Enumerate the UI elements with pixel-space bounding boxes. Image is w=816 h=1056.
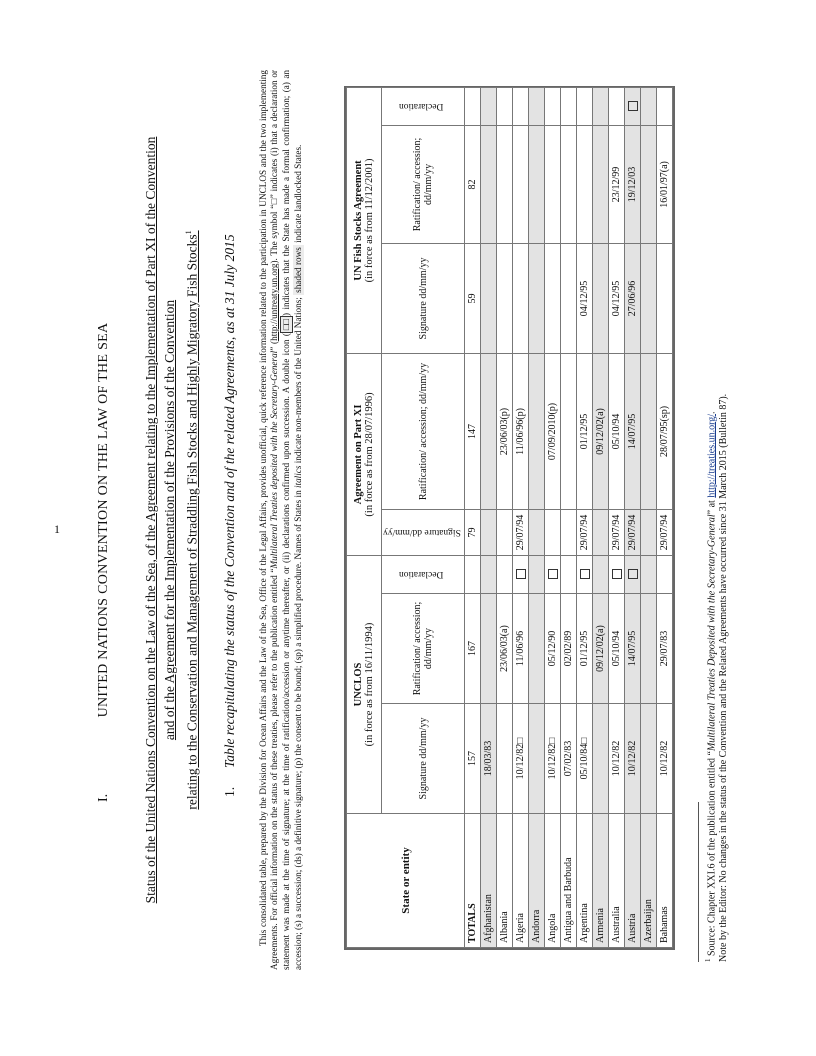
intro-italic-title: Multilateral Treaties deposited with the Secretary-General bbox=[269, 350, 279, 569]
unclos-declaration-cell bbox=[593, 555, 609, 593]
fish-signature-cell bbox=[561, 243, 577, 353]
part-xi-signature-cell bbox=[481, 509, 497, 555]
part-xi-signature-cell bbox=[561, 509, 577, 555]
part-xi-ratification-cell: 09/12/02(a) bbox=[593, 353, 609, 509]
fish-ratification-cell bbox=[561, 125, 577, 243]
rotated-page-content bbox=[50, 30, 780, 1010]
fish-signature-cell bbox=[529, 243, 545, 353]
footnote-1-mid: ” at bbox=[706, 497, 718, 515]
state-name-cell: Austria bbox=[625, 814, 641, 948]
fish-signature-cell bbox=[545, 243, 561, 353]
declaration-box-icon bbox=[580, 569, 590, 579]
table-row bbox=[609, 87, 625, 947]
fish-ratification-cell bbox=[497, 125, 513, 243]
intro-text-1: This consolidated table, prepared by the Division for Ocean Affairs and the Law of the Sea, Office of the Legal Affairs, provides unofficial, quick reference information related to the participation in UNCLOS and the two implementing Agreements. For official information on the status of these treaties, please refer to the publication entitled “ bbox=[258, 70, 279, 970]
status-table-frame bbox=[344, 86, 675, 950]
table-row bbox=[529, 87, 545, 947]
unclos-declaration-cell bbox=[529, 555, 545, 593]
unclos-declaration-cell bbox=[513, 555, 529, 593]
fish-declaration-cell bbox=[561, 87, 577, 125]
table-row bbox=[657, 87, 673, 947]
unclos-declaration-cell bbox=[625, 555, 641, 593]
part-xi-signature-cell bbox=[545, 509, 561, 555]
state-name-cell: Antigua and Barbuda bbox=[561, 814, 577, 948]
fish-declaration-cell bbox=[545, 87, 561, 125]
fish-ratification-cell bbox=[641, 125, 657, 243]
fish-declaration-cell bbox=[513, 87, 529, 125]
section-title: Table recapitulating the status of the Convention and of the related Agreements, as at 31 July 2015 bbox=[222, 234, 237, 768]
part-xi-signature-cell: 29/07/94 bbox=[513, 509, 529, 555]
state-name-cell: Albania bbox=[497, 814, 513, 948]
part-xi-signature-cell bbox=[529, 509, 545, 555]
fish-ratification-cell: 19/12/03 bbox=[625, 125, 641, 243]
unclos-ratification-cell: 14/07/95 bbox=[625, 594, 641, 704]
header-fish-ratification: Ratification/ accession; dd/mm/yy bbox=[382, 125, 465, 243]
part-xi-signature-cell: 29/07/94 bbox=[609, 509, 625, 555]
fish-declaration-cell bbox=[497, 87, 513, 125]
part-xi-ratification-cell bbox=[529, 353, 545, 509]
fish-signature-cell bbox=[497, 243, 513, 353]
fish-declaration-cell bbox=[657, 87, 673, 125]
table-row bbox=[625, 87, 641, 947]
declaration-box-icon bbox=[628, 569, 638, 579]
subtitle-line-2: and of the Agreement for the Implementation of the Provisions of the Convention bbox=[162, 299, 177, 741]
intro-text-6: indicate landlocked States. bbox=[293, 144, 303, 246]
header-part-xi-title: Agreement on Part XI bbox=[353, 404, 364, 505]
table-row bbox=[545, 87, 561, 947]
fish-declaration-cell bbox=[593, 87, 609, 125]
fish-declaration-cell bbox=[641, 87, 657, 125]
fish-signature-cell bbox=[657, 243, 673, 353]
unclos-ratification-cell bbox=[481, 594, 497, 704]
intro-text-3: ). The symbol “□” indicates (i) that a declaration or statement was made at the time of signature; at the time of ratification/accession or anytime thereafter, or (ii) declarations confirmed upon succession. A double icon ( bbox=[269, 70, 291, 970]
header-number: I. bbox=[96, 793, 111, 802]
header-unclos-ratification: Ratification/ accession; dd/mm/yy bbox=[382, 594, 465, 704]
intro-paragraph bbox=[258, 70, 304, 970]
fish-ratification-cell bbox=[593, 125, 609, 243]
unclos-declaration-cell bbox=[609, 555, 625, 593]
fish-ratification-cell: 16/01/97(a) bbox=[657, 125, 673, 243]
unclos-signature-cell: 10/12/82 bbox=[609, 704, 625, 814]
unclos-signature-cell: 10/12/82 bbox=[625, 704, 641, 814]
unclos-signature-cell: 10/12/82□ bbox=[513, 704, 529, 814]
fish-signature-cell bbox=[593, 243, 609, 353]
declaration-box-icon bbox=[516, 569, 526, 579]
totals-label: TOTALS bbox=[465, 814, 481, 948]
header-fish-declaration-text: Declaration bbox=[399, 101, 444, 112]
totals-row bbox=[465, 87, 481, 947]
unclos-declaration-cell bbox=[497, 555, 513, 593]
header-part-xi-force: (in force as from 28/07/1996) bbox=[364, 392, 375, 517]
table-row bbox=[481, 87, 497, 947]
state-name-cell: Afghanistan bbox=[481, 814, 497, 948]
state-name-cell: Australia bbox=[609, 814, 625, 948]
table-row bbox=[593, 87, 609, 947]
intro-text-4: ) indicates that the State has made a formal confirmation; (a) an accession; (s) a succession; (ds) a definitive signature; (p) the consent to be bound; (sp) a simplified procedure. Names of States in bbox=[281, 70, 303, 970]
unclos-signature-cell: 10/12/82□ bbox=[545, 704, 561, 814]
totals-fish-signature: 59 bbox=[465, 243, 481, 353]
header-part-xi-ratification: Ratification/ accession; dd/mm/yy bbox=[382, 353, 465, 509]
footnote-1-end: . bbox=[706, 411, 718, 414]
unclos-ratification-cell: 11/06/96 bbox=[513, 594, 529, 704]
header-fish-stocks bbox=[347, 87, 382, 353]
part-xi-ratification-cell bbox=[561, 353, 577, 509]
totals-unclos-ratification: 167 bbox=[465, 594, 481, 704]
double-icon-box: □□ bbox=[280, 316, 293, 333]
table-row bbox=[561, 87, 577, 947]
header-title: UNITED NATIONS CONVENTION ON THE LAW OF THE SEA bbox=[96, 322, 111, 718]
table-row bbox=[497, 87, 513, 947]
part-xi-ratification-cell: 01/12/95 bbox=[577, 353, 593, 509]
totals-part-xi-ratification: 147 bbox=[465, 353, 481, 509]
part-xi-ratification-cell: 23/06/03(p) bbox=[497, 353, 513, 509]
unclos-ratification-cell bbox=[641, 594, 657, 704]
fish-declaration-cell bbox=[625, 87, 641, 125]
state-name-cell: Argentina bbox=[577, 814, 593, 948]
totals-unclos-signature: 157 bbox=[465, 704, 481, 814]
shaded-rows-sample: shaded rows bbox=[293, 247, 303, 293]
table-row bbox=[641, 87, 657, 947]
part-xi-signature-cell: 29/07/94 bbox=[657, 509, 673, 555]
part-xi-ratification-cell: 11/06/96(p) bbox=[513, 353, 529, 509]
part-xi-ratification-cell bbox=[641, 353, 657, 509]
part-xi-signature-cell: 29/07/94 bbox=[577, 509, 593, 555]
unclos-ratification-cell: 23/06/03(a) bbox=[497, 594, 513, 704]
unclos-signature-cell: 18/03/83 bbox=[481, 704, 497, 814]
fish-signature-cell: 27/06/96 bbox=[625, 243, 641, 353]
treaties-link[interactable]: http://treaties.un.org/ bbox=[706, 413, 718, 498]
unclos-ratification-cell: 02/02/89 bbox=[561, 594, 577, 704]
footnote-marker: 1 bbox=[184, 230, 193, 235]
fish-ratification-cell bbox=[481, 125, 497, 243]
unclos-signature-cell: 07/02/83 bbox=[561, 704, 577, 814]
unclos-declaration-cell bbox=[545, 555, 561, 593]
part-xi-ratification-cell: 07/09/2010(p) bbox=[545, 353, 561, 509]
totals-fish-ratification: 82 bbox=[465, 125, 481, 243]
untreaty-link[interactable]: http://untreaty.un.org bbox=[269, 263, 279, 341]
header-unclos-declaration bbox=[382, 555, 465, 593]
fish-ratification-cell bbox=[545, 125, 561, 243]
state-name-cell: Bahamas bbox=[657, 814, 673, 948]
header-unclos-declaration-text: Declaration bbox=[399, 569, 444, 580]
state-name-cell: Algeria bbox=[513, 814, 529, 948]
footnote-1-italic: Multilateral Treaties Deposited with the Secretary-General bbox=[706, 514, 718, 752]
table-row bbox=[513, 87, 529, 947]
fish-ratification-cell bbox=[513, 125, 529, 243]
fish-signature-cell bbox=[513, 243, 529, 353]
fish-signature-cell bbox=[641, 243, 657, 353]
footnote-separator bbox=[698, 802, 699, 962]
subtitle-line-3 bbox=[180, 30, 201, 1010]
declaration-box-icon bbox=[548, 569, 558, 579]
declaration-box-icon bbox=[612, 569, 622, 579]
header-unclos bbox=[347, 555, 382, 813]
unclos-declaration-cell bbox=[641, 555, 657, 593]
intro-text-5: indicate non-members of the United Nations; bbox=[293, 294, 303, 466]
unclos-ratification-cell: 05/12/90 bbox=[545, 594, 561, 704]
subtitle-line-1: Status of the United Nations Convention on the Law of the Sea, of the Agreement relating to the Implementation of Part XI of the Convention bbox=[143, 136, 158, 904]
section-number: 1. bbox=[222, 786, 237, 797]
intro-text-2: ” ( bbox=[269, 340, 279, 351]
declaration-box-icon bbox=[628, 101, 638, 111]
footnote-1-text: Source: Chapter XXI.6 of the publication entitled “ bbox=[706, 751, 718, 959]
header-fish-force: (in force as from 11/12/2001) bbox=[364, 158, 375, 283]
fish-declaration-cell bbox=[529, 87, 545, 125]
state-name-cell: Andorra bbox=[529, 814, 545, 948]
unclos-ratification-cell: 05/10/94 bbox=[609, 594, 625, 704]
fish-signature-cell: 04/12/95 bbox=[577, 243, 593, 353]
totals-fish-declaration bbox=[465, 87, 481, 125]
unclos-signature-cell bbox=[529, 704, 545, 814]
fish-ratification-cell bbox=[529, 125, 545, 243]
state-name-cell: Angola bbox=[545, 814, 561, 948]
unclos-ratification-cell: 29/07/83 bbox=[657, 594, 673, 704]
unclos-signature-cell: 10/12/82 bbox=[657, 704, 673, 814]
unclos-declaration-cell bbox=[561, 555, 577, 593]
fish-signature-cell bbox=[481, 243, 497, 353]
header-unclos-signature: Signature dd/mm/yy bbox=[382, 704, 465, 814]
intro-italics-word: italics bbox=[293, 465, 303, 489]
header-unclos-force: (in force as from 16/11/1994) bbox=[364, 622, 375, 747]
header-part-xi bbox=[347, 353, 382, 555]
unclos-declaration-cell bbox=[481, 555, 497, 593]
part-xi-ratification-cell: 14/07/95 bbox=[625, 353, 641, 509]
page-number: 1 bbox=[54, 522, 60, 536]
part-xi-signature-cell bbox=[641, 509, 657, 555]
header-state: State or entity bbox=[347, 814, 465, 948]
part-xi-ratification-cell: 05/10/94 bbox=[609, 353, 625, 509]
unclos-signature-cell bbox=[497, 704, 513, 814]
unclos-ratification-cell: 01/12/95 bbox=[577, 594, 593, 704]
header-part-xi-signature-text: Signature dd/mm/yy bbox=[382, 527, 461, 538]
unclos-ratification-cell bbox=[529, 594, 545, 704]
part-xi-ratification-cell: 28/07/95(sp) bbox=[657, 353, 673, 509]
subtitle-line-3-text: relating to the Conservation and Management of Straddling Fish Stocks and Highly Migratory Fish Stocks bbox=[184, 234, 200, 810]
part-xi-signature-cell bbox=[593, 509, 609, 555]
part-xi-ratification-cell bbox=[481, 353, 497, 509]
header-fish-declaration bbox=[382, 87, 465, 125]
fish-declaration-cell bbox=[577, 87, 593, 125]
state-name-cell: Armenia bbox=[593, 814, 609, 948]
totals-part-xi-signature: 79 bbox=[465, 509, 481, 555]
fish-ratification-cell bbox=[577, 125, 593, 243]
unclos-declaration-cell bbox=[657, 555, 673, 593]
part-xi-signature-cell: 29/07/94 bbox=[625, 509, 641, 555]
totals-unclos-declaration bbox=[465, 555, 481, 593]
footnote-1-marker: 1 bbox=[704, 958, 712, 962]
header-part-xi-signature bbox=[382, 509, 465, 555]
status-table-body bbox=[465, 87, 673, 947]
header-unclos-title: UNCLOS bbox=[353, 662, 364, 707]
unclos-ratification-cell: 09/12/02(a) bbox=[593, 594, 609, 704]
status-table bbox=[346, 87, 673, 948]
unclos-declaration-cell bbox=[577, 555, 593, 593]
header-fish-title: UN Fish Stocks Agreement bbox=[353, 160, 364, 281]
fish-ratification-cell: 23/12/99 bbox=[609, 125, 625, 243]
unclos-signature-cell bbox=[593, 704, 609, 814]
footnote-1 bbox=[704, 411, 717, 962]
unclos-signature-cell bbox=[641, 704, 657, 814]
state-name-cell: Azerbaijan bbox=[641, 814, 657, 948]
footnote-editor-note: Note by the Editor: No changes in the status of the Convention and the Related Agreements have occurred since 31 March 2015 (Bulletin 87). bbox=[718, 393, 729, 962]
part-xi-signature-cell bbox=[497, 509, 513, 555]
fish-declaration-cell bbox=[481, 87, 497, 125]
fish-signature-cell: 04/12/95 bbox=[609, 243, 625, 353]
table-row bbox=[577, 87, 593, 947]
unclos-signature-cell: 05/10/84□ bbox=[577, 704, 593, 814]
fish-declaration-cell bbox=[609, 87, 625, 125]
header-fish-signature: Signature dd/mm/yy bbox=[382, 243, 465, 353]
